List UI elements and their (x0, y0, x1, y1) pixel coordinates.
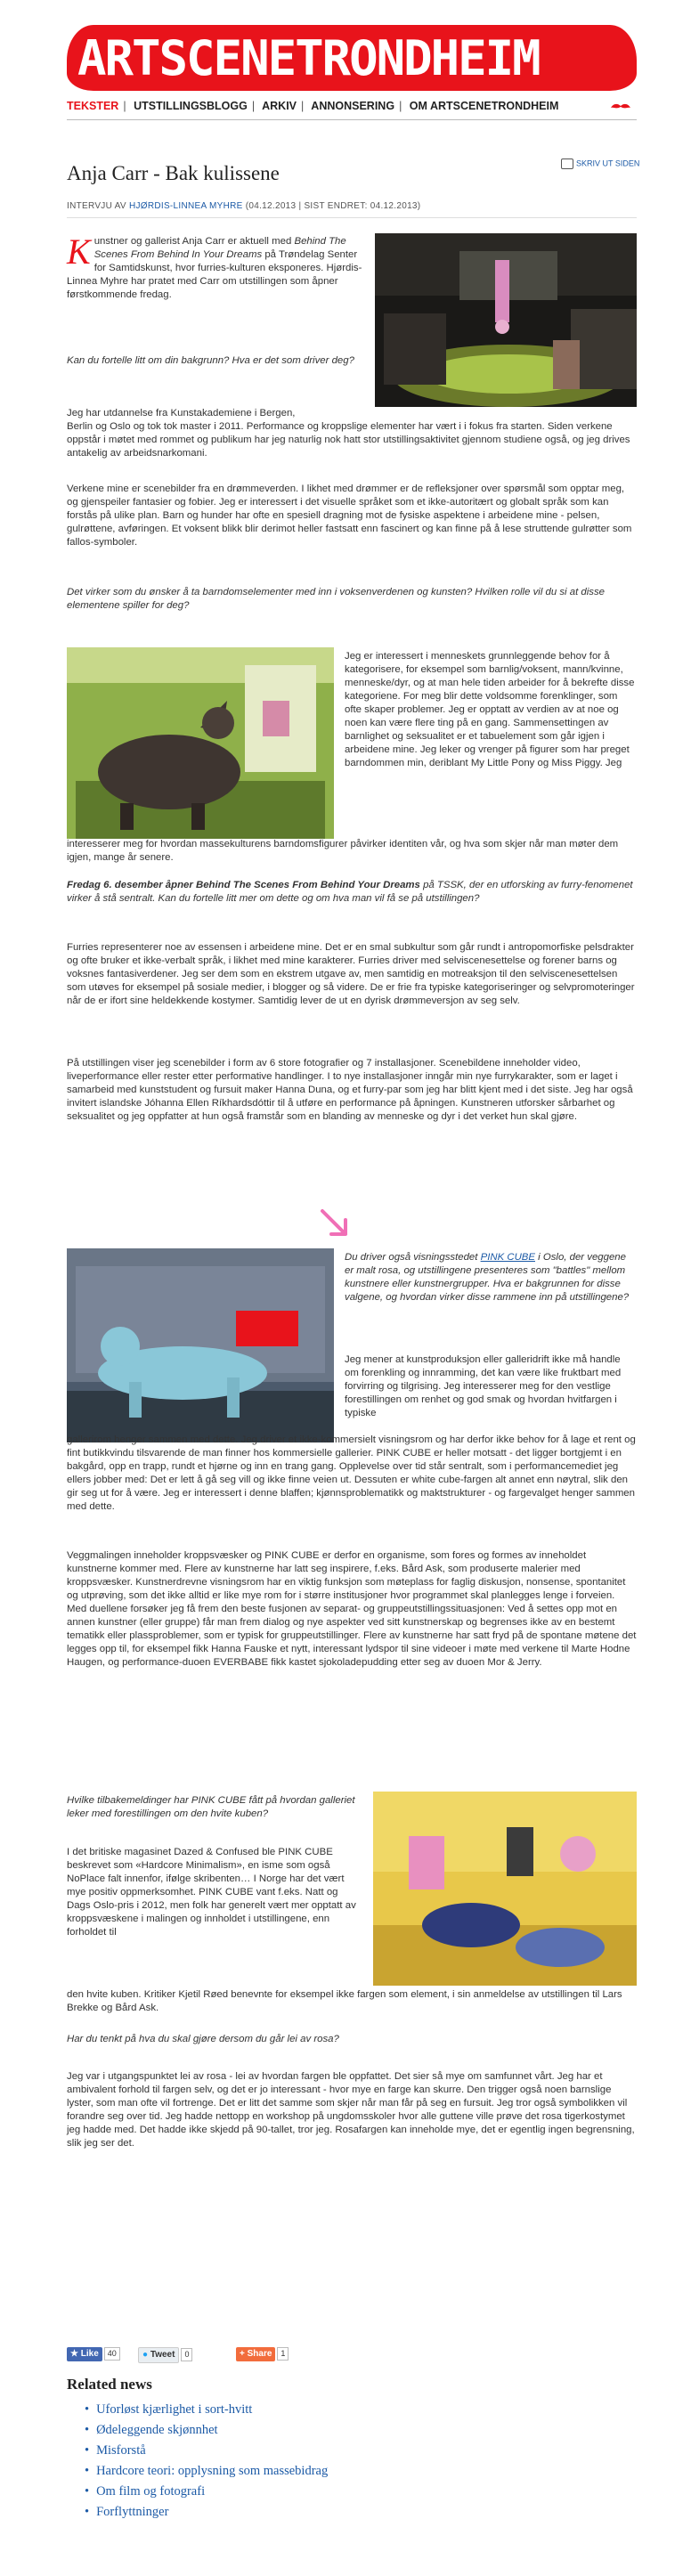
related-news-list (85, 2400, 328, 2523)
author-link[interactable]: HJØRDIS-LINNEA MYHRE (128, 201, 243, 211)
share-button[interactable] (236, 2347, 275, 2361)
answer-2b: interesserer meg for hvordan massekulturens barndomsfigurer påvirker identiten vår, og hva som skjer når man møter dem igjen, mange år senere. (67, 839, 619, 863)
question-3-text: på TSSK, der en utforsking av furry-fenomenet virker å stå sentralt. Kan du fortelle litt mer om dette og om hva man vil få se på utstillingen? (67, 880, 633, 904)
answer-1c: Verkene mine er scenebilder fra en drømmeverden. I likhet med drømmer er de refleksjoner over spørsmål som opptar meg, og gjenspeiler fantasier og fobier. Jeg er interessert i det visuelle språket som et ikke-autoritært og globalt språk som kan forstås på ulike plan. Barn og hunder har ofte en spesiell dragning mot de fysiske aspektene i arbeidene mine - pelsen, gulrøttene, avføringen. Et voksent blikk blir derimot heller fastsatt enn fascinert og kan finne på å lese struttende gulrøtter som fallos-symboler. (67, 484, 632, 548)
print-label: SKRIV UT SIDEN (576, 158, 640, 168)
like-count: 40 (104, 2347, 120, 2361)
nav-tekster[interactable]: TEKSTER (67, 100, 119, 112)
question-4 (345, 1251, 637, 1304)
performance-photo[interactable] (375, 233, 637, 407)
twitter-icon: ● (142, 2350, 149, 2360)
answer-7b: den hvite kuben. Kritiker Kjetil Røed benevnte for eksempel ikke fargen som element, i sin anmeldelse av utstillingen til Lars Brekke og Bård Ask. (67, 1989, 622, 2013)
tweet[interactable] (138, 2347, 192, 2361)
street-pony-photo[interactable] (67, 1248, 334, 1442)
answer-7: I det britiske magasinet Dazed & Confused ble PINK CUBE beskrevet som «Hardcore Minimalism», en isme som også NoPlace falt innenfor, ifølge skribenten… I Norge har det vært mye positiv oppmerksomhet. PINK CUBE vant f.eks. Natt og Dags Oslo-pris i 2012, men folk har generelt vært mer opptatt av kroppsvæskene i malingen og innholdet i utstillingene, enn forholdet til (67, 1847, 356, 1938)
nav-om[interactable]: OM ARTSCENETRONDHEIM (409, 100, 559, 112)
like-label: Like (80, 2349, 99, 2359)
intro-paragraph (67, 232, 365, 302)
related-news-title: Related news (67, 2376, 152, 2393)
pony-photo[interactable] (67, 647, 334, 839)
share-count: 1 (277, 2347, 289, 2361)
nav-arkiv[interactable]: ARKIV (262, 100, 297, 112)
site-logo[interactable] (67, 25, 637, 91)
answer-5b: gallerirom henger sammen med dette. Jeg driver et ikke-kommersielt visningsrom og har derfor ikke behov for å lage et rent og fint butikkvindu tilsvarende de man finner hos kommersielle gallerier. PINK CUBE er heller motsatt - det ligger bortgjemt i en bakgård, opp en trapp, rundt et hjørne og inn en trang gang. Opplevelse over tid står sentralt, som i performancemediet jeg ellers jobber med: Det er lett å gå seg vill og ikke finne veien ut. Dessuten er white cube-fargen alt annet enn nøytral, slik den gir seg ut for å være. Jeg er interessert i denne blaffen; kjønnsproblematikk og maktstrukturer - og fargevalget henger sammen med dette. (67, 1434, 636, 1512)
question-6: Har du tenkt på hva du skal gjøre dersom du går lei av rosa? (67, 2034, 339, 2044)
meta-dates: (04.12.2013 | SIST ENDRET: 04.12.2013) (245, 201, 421, 211)
nav-annonsering[interactable]: ANNONSERING (311, 100, 395, 112)
share[interactable] (236, 2347, 289, 2361)
related-item[interactable]: • Ødeleggende skjønnhet (85, 2420, 328, 2441)
tweet-button[interactable] (138, 2347, 179, 2363)
answer-1a: Jeg har utdannelse fra Kunstakademiene i Bergen, (67, 408, 296, 418)
related-item[interactable]: • Uforløst kjærlighet i sort-hvitt (85, 2400, 328, 2420)
answer-8: Jeg var i utgangspunktet lei av rosa - lei av hvordan fargen ble oppfattet. Det sier så mye om samfunnet vårt. Jeg har et ambivalent forhold til fargen selv, og det er jo interessant - hvor mye en farge kan skurre. Den trigger også noen barnslige lyster, som man ofte vil fortrenge. Det er litt det samme som skjer når man får på seg en fursuit. Jeg tror også symbolikken vil forandre seg over tid. Jeg hadde nettopp en workshop på ungdomsskoler hvor alle guttene ville prøve det rosa tigerkostymet jeg hadde med. Det hadde ikke skjedd på 90-tallet, tror jeg. Rosafargen kan inneholde mye, det er egentlig ingen begrensning, slik jeg ser det. (67, 2071, 635, 2149)
nav-utstillingsblogg[interactable]: UTSTILLINGSBLOGG (134, 100, 248, 112)
article-meta (67, 201, 420, 211)
thumbs-up-icon: ★ (70, 2349, 78, 2359)
related-item[interactable]: • Forflyttninger (85, 2502, 328, 2523)
question-4a: Du driver også visningsstedet (345, 1252, 478, 1263)
meta-prefix: INTERVJU AV (67, 201, 126, 211)
printer-icon (561, 158, 573, 169)
question-1: Kan du fortelle litt om din bakgrunn? Hva er det som driver deg? (67, 355, 354, 366)
dropcap: K (67, 232, 91, 272)
logo-text: ARTSCENETRONDHEIM (77, 30, 540, 86)
answer-6: Veggmalingen inneholder kroppsvæsker og PINK CUBE er derfor en organisme, som fores og formes av inneholdet kunstnerne kommer med. Flere av kunstnerne har latt seg inspirere, f.eks. Bård Ask, som produserte malerier med kroppsvæsker. Kunstnerdrevne visningsrom har en viktig funksjon som møteplass for faglig diskusjon, nonsense, spontanitet og utprøving, som det ikke alltid er like mye rom for i større institusjoner hvor programmet skal planlegges lenge i forveien. Med duellene forsøker jeg få frem den beste fusjonen av separat- og gruppeutstillingssituasjonen: Ved å settes opp mot en annen kunstner (eller gruppe) får man frem dialog og nye aspekter ved sitt kunstnerskap og begrenses ikke av en bestemt tematikk eller plassproblemer, som er typisk for gruppeutstillinger. Flere av kunstnerne har satt fryd på de spontane møtene det legges opp til, for eksempel fikk Hanna Fauske et nytt, interessant lydspor til sine videoer i møte med verkene til Marte Hodne Haugen, og performance-duoen EVERBABE fikk kastet sjokoladepudding etter seg av duoen Mor & Jerry. (67, 1550, 637, 1668)
arrow-icon (319, 1207, 354, 1241)
question-4b: i Oslo, der veggene er malt rosa, og utstillingene presenteres som "battles" mellom kunstnere eller kunstnergrupper. Hva er bakgrunnen for disse valgene, og hvordan virker disse rammene inn på utstillingene? (345, 1252, 630, 1303)
related-item[interactable]: • Hardcore teori: opplysning som massebidrag (85, 2461, 328, 2482)
article-title: Anja Carr - Bak kulissene (67, 162, 280, 184)
answer-1b: Berlin og Oslo og tok tok master i 2011. Performance og kroppslige elementer har vært i i fokus fra starten. Siden verkene oppstår i møtet med rommet og publikum har jeg naturlig nok hatt stor utstillingsaktivitet gjennom studiene også, og jeg drives antakelig av arbeidsnarkomani. (67, 421, 630, 459)
performers-photo[interactable] (373, 1792, 637, 1986)
related-item[interactable]: • Misforstå (85, 2441, 328, 2461)
mustache-icon (610, 102, 631, 110)
print-button[interactable] (561, 158, 639, 169)
answer-4: På utstillingen viser jeg scenebilder i form av 6 store fotografier og 7 installasjoner. Scenebildene inneholder video, liveperformance eller rester etter performative handlinger. I to nye installasjoner inngår min nye furrykarakter, som er laget i samarbeid med kunststudent og fursuit maker Hanna Duna, og et furry-par som jeg har blitt kjent med i det siste. Jeg har også invitert islandske Jóhanna Ellen Ríkhardsdóttir til å utføre en performance på åpningen. Kunstneren utforsker sårbarhet og seksualitet og jeg oppfatter at hun også framstår som en blanding av menneske og dyr i det verket hun skal gjøre. (67, 1058, 633, 1122)
tweet-label: Tweet (150, 2350, 175, 2360)
facebook-like[interactable] (67, 2347, 120, 2361)
tweet-count: 0 (181, 2348, 192, 2361)
answer-2: Jeg er interessert i menneskets grunnleggende behov for å kategorisere, for eksempel som barnlig/voksent, mann/kvinne, menneske/dyr, og at man hele tiden arbeider for å bekrefte disse kategoriene. For meg blir dette voldsomme forenklinger, som ofte skaper problemer. Jeg er opptatt av verdien av at noe og noen kan være flere ting på en gang. Sammensettingen av barnlighet og seksualitet er et tabuelement som går igjen i arbeidene mine. Jeg leker og vrenger på figurer som har preget barndommen min, deriblant My Little Pony og Miss Piggy. Jeg (345, 651, 635, 768)
main-nav: TEKSTER | UTSTILLINGSBLOGG | ARKIV | ANNONSERING | OM ARTSCENETRONDHEIM (67, 100, 559, 112)
question-2: Det virker som du ønsker å ta barndomselementer med inn i voksenverdenen og kunsten? Hvilken rolle vil du si at disse elementene spiller for deg? (67, 587, 605, 611)
like-button[interactable] (67, 2347, 102, 2361)
nav-divider (67, 119, 637, 120)
answer-5: Jeg mener at kunstproduksjon eller galleridrift ikke må handle om forenkling og innramming, det kan være like fruktbart med forvirring og tilgrising. Jeg interesserer meg for den vestlige forestillingen om renhet og god smak og hvordan hvitfargen i typiske (345, 1354, 622, 1418)
question-3-bold: Fredag 6. desember åpner Behind The Scenes From Behind Your Dreams (67, 880, 420, 890)
intro-text-2: på Trøndelag Senter for Samtidskunst, hvor furries-kulturen eksponeres. Hjørdis-Linnea Myhre har pratet med Carr om utstillingen som åpner førstkommende fredag. (67, 249, 362, 300)
share-label: Share (247, 2349, 272, 2359)
intro-title: Behind The Scenes From Behind In Your Dreams (93, 236, 346, 260)
meta-divider (67, 217, 637, 218)
share-icon: + (240, 2349, 245, 2359)
pink-cube-link[interactable]: PINK CUBE (480, 1252, 535, 1263)
question-3 (67, 879, 637, 906)
question-5: Hvilke tilbakemeldinger har PINK CUBE fått på hvordan galleriet leker med forestillingen om den hvite kuben? (67, 1795, 355, 1819)
intro-text-1: unstner og gallerist Anja Carr er aktuell med (93, 236, 292, 247)
related-item[interactable]: • Om film og fotografi (85, 2482, 328, 2502)
answer-3: Furries representerer noe av essensen i arbeidene mine. Det er en smal subkultur som går rundt i antropomorfiske pelsdrakter og ofte bruker et ikke-verbalt språk, i likhet med mine karakterer. Furries driver med selviscenesettelse og forener barns og voksnes fantasiverdener. Jeg ser dem som en ekstrem utgave av, men samtidig en motreaksjon til den selviscenesettelsen som utøves for eksempel på sosiale medier, i blogger og så videre. De er frie fra typiske kategoriseringer og selvpromoteringer når de er ifort sine heldekkende kostymer. Samtidig lever de ut en dyrisk drømmeversjon av seg selv. (67, 942, 635, 1006)
